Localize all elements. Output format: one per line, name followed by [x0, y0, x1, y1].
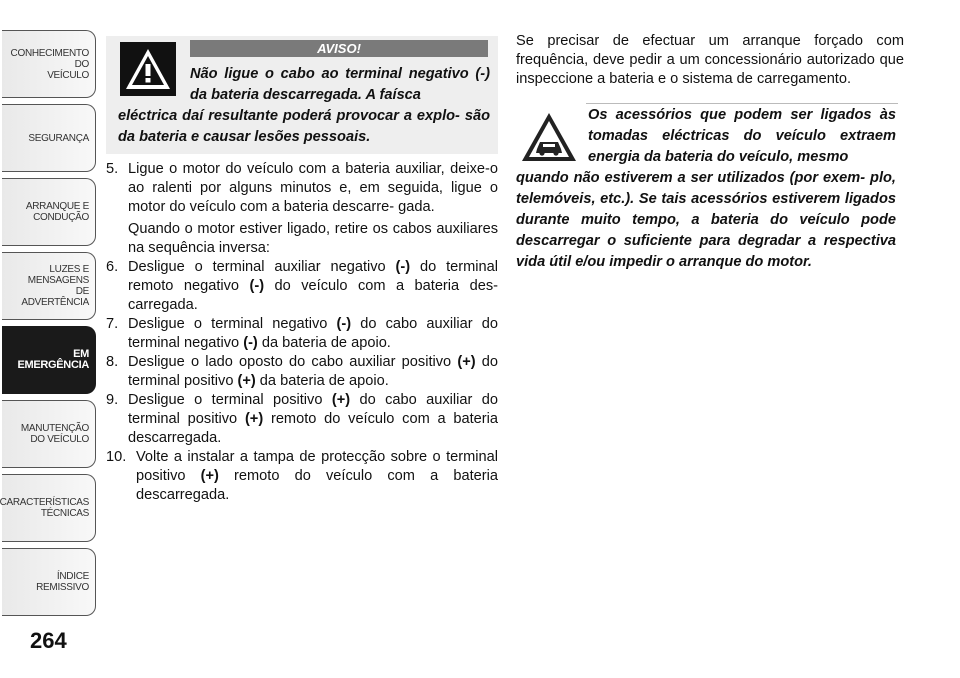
step-body	[128, 258, 498, 315]
tab-segurança[interactable]	[2, 104, 96, 172]
warning-box	[106, 36, 498, 154]
terminal-symbol: (+)	[200, 468, 219, 484]
tab-label: DE	[75, 286, 89, 297]
step-number: 8.	[106, 354, 119, 370]
step-number: 9.	[106, 392, 119, 408]
page-number: 264	[30, 628, 67, 653]
note-text	[516, 105, 896, 273]
step-item	[106, 391, 498, 448]
step-text: Ligue o motor do veículo com a bateria auxiliar, deixe-o ao ralenti por alguns minutos e, em seguida, ligue o motor do veículo com a bateria descarre- gada.	[128, 161, 498, 215]
warning-heading: AVISO!	[190, 40, 488, 57]
step-text: do veículo com a bateria des- carregada.	[128, 278, 498, 313]
warning-text	[118, 64, 490, 148]
tab-label: CARACTERÍSTICAS	[0, 497, 89, 508]
caution-note	[516, 103, 904, 293]
tab-label: DO VEÍCULO	[30, 434, 89, 445]
tab-label: EMERGÊNCIA	[17, 359, 89, 371]
step-text: do cabo auxiliar do terminal negativo	[128, 316, 499, 351]
step-paragraph	[128, 391, 498, 448]
terminal-symbol: (-)	[243, 335, 258, 351]
step-text: remoto do veículo com a bateria descarregada.	[136, 468, 498, 503]
tab-manutenção-do-veículo[interactable]	[2, 400, 96, 468]
note-text-line1: Os acessórios que podem ser ligados às tomadas eléctricas do veículo extraem energia da bateria do veículo, mesmo	[588, 107, 896, 165]
section-tabs	[0, 0, 98, 678]
terminal-symbol: (+)	[457, 354, 476, 370]
intro-paragraph: Se precisar de efectuar um arranque forçado com frequência, deve pedir a um concessionário autorizado que inspeccione a bateria e o sistema de carregamento.	[516, 33, 904, 87]
step-text: Desligue o terminal positivo	[128, 392, 332, 408]
step-text: do terminal positivo	[128, 354, 498, 389]
step-number: 6.	[106, 259, 119, 275]
step-item	[106, 448, 498, 505]
step-text: Desligue o terminal negativo	[128, 316, 337, 332]
note-divider	[586, 103, 898, 104]
step-number: 7.	[106, 316, 119, 332]
step-text: do cabo auxiliar do terminal positivo	[128, 392, 498, 427]
warning-text-line2: eléctrica daí resultante poderá provocar a explo- são da bateria e causar lesões pessoais.	[118, 108, 490, 145]
step-body	[128, 353, 498, 391]
right-column	[516, 32, 904, 293]
tab-label: CONDUÇÃO	[33, 212, 89, 223]
tab-conhecimento-do-veículo[interactable]	[2, 30, 96, 98]
note-text-line2: quando não estiverem a ser utilizados (por exem- plo, telemóveis, etc.). Se tais acessórios estiverem ligados durante muito tempo, a bateria do veículo pode descarregar o suficiente para degradar a respectiva vida útil e/ou impedir o arranque do motor.	[516, 170, 896, 270]
terminal-symbol: (-)	[395, 259, 411, 275]
step-item	[106, 353, 498, 391]
step-paragraph	[128, 353, 498, 391]
step-text: Desligue o lado oposto do cabo auxiliar positivo	[128, 354, 458, 370]
tab-label: DO	[74, 58, 89, 70]
step-text: remoto do veículo com a bateria descarregada.	[128, 411, 499, 446]
step-body	[136, 448, 498, 505]
terminal-symbol: (+)	[331, 392, 351, 408]
warning-text-line1: Não ligue o cabo ao terminal negativo (-) da bateria descarregada. A faísca	[190, 66, 490, 103]
tab-label: ÍNDICE	[56, 571, 89, 582]
tab-label: LUZES E	[49, 264, 89, 275]
tab-características-técnicas[interactable]	[2, 474, 96, 542]
tab-label: TÉCNICAS	[40, 508, 89, 519]
left-column	[106, 36, 498, 505]
step-text: Quando o motor estiver ligado, retire os cabos auxiliares na sequência inversa:	[128, 221, 498, 256]
step-item	[106, 160, 498, 258]
step-text: Volte a instalar a tampa de protecção sobre o terminal positivo	[136, 449, 498, 484]
terminal-symbol: (+)	[237, 373, 256, 389]
step-text: do terminal remoto negativo	[128, 259, 498, 294]
step-paragraph	[128, 315, 498, 353]
tab-label: MANUTENÇÃO	[20, 423, 89, 434]
procedure-steps	[106, 160, 498, 505]
step-paragraph	[128, 160, 498, 217]
tab-em-emergência[interactable]	[2, 326, 96, 394]
tab-label: MENSAGENS	[27, 275, 89, 286]
terminal-symbol: (+)	[244, 411, 264, 427]
terminal-symbol: (-)	[249, 278, 265, 294]
tab-arranque-e-condução[interactable]	[2, 178, 96, 246]
step-number: 5.	[106, 161, 119, 177]
step-number: 10.	[106, 449, 127, 465]
tab-label: ADVERTÊNCIA	[21, 297, 89, 308]
step-text: Desligue o terminal auxiliar negativo	[128, 259, 396, 275]
step-item	[106, 258, 498, 315]
tab-label: CONHECIMENTO	[10, 47, 89, 59]
step-item	[106, 315, 498, 353]
tab-label: SEGURANÇA	[28, 132, 89, 144]
step-body	[128, 160, 498, 258]
tab-luzes-e-mensagens-de-advertência[interactable]	[2, 252, 96, 320]
tab-label: VEÍCULO	[47, 69, 89, 81]
step-text: da bateria de apoio.	[257, 335, 391, 351]
terminal-symbol: (-)	[336, 316, 352, 332]
tab-label: REMISSIVO	[36, 582, 89, 593]
step-paragraph	[136, 448, 498, 505]
step-text: da bateria de apoio.	[255, 373, 389, 389]
tab-label: EM	[73, 348, 89, 360]
tab-label: ARRANQUE E	[25, 201, 89, 212]
tab-índice-remissivo[interactable]	[2, 548, 96, 616]
step-body	[128, 391, 498, 448]
step-body	[128, 315, 498, 353]
step-paragraph	[128, 220, 498, 258]
step-paragraph	[128, 258, 498, 315]
